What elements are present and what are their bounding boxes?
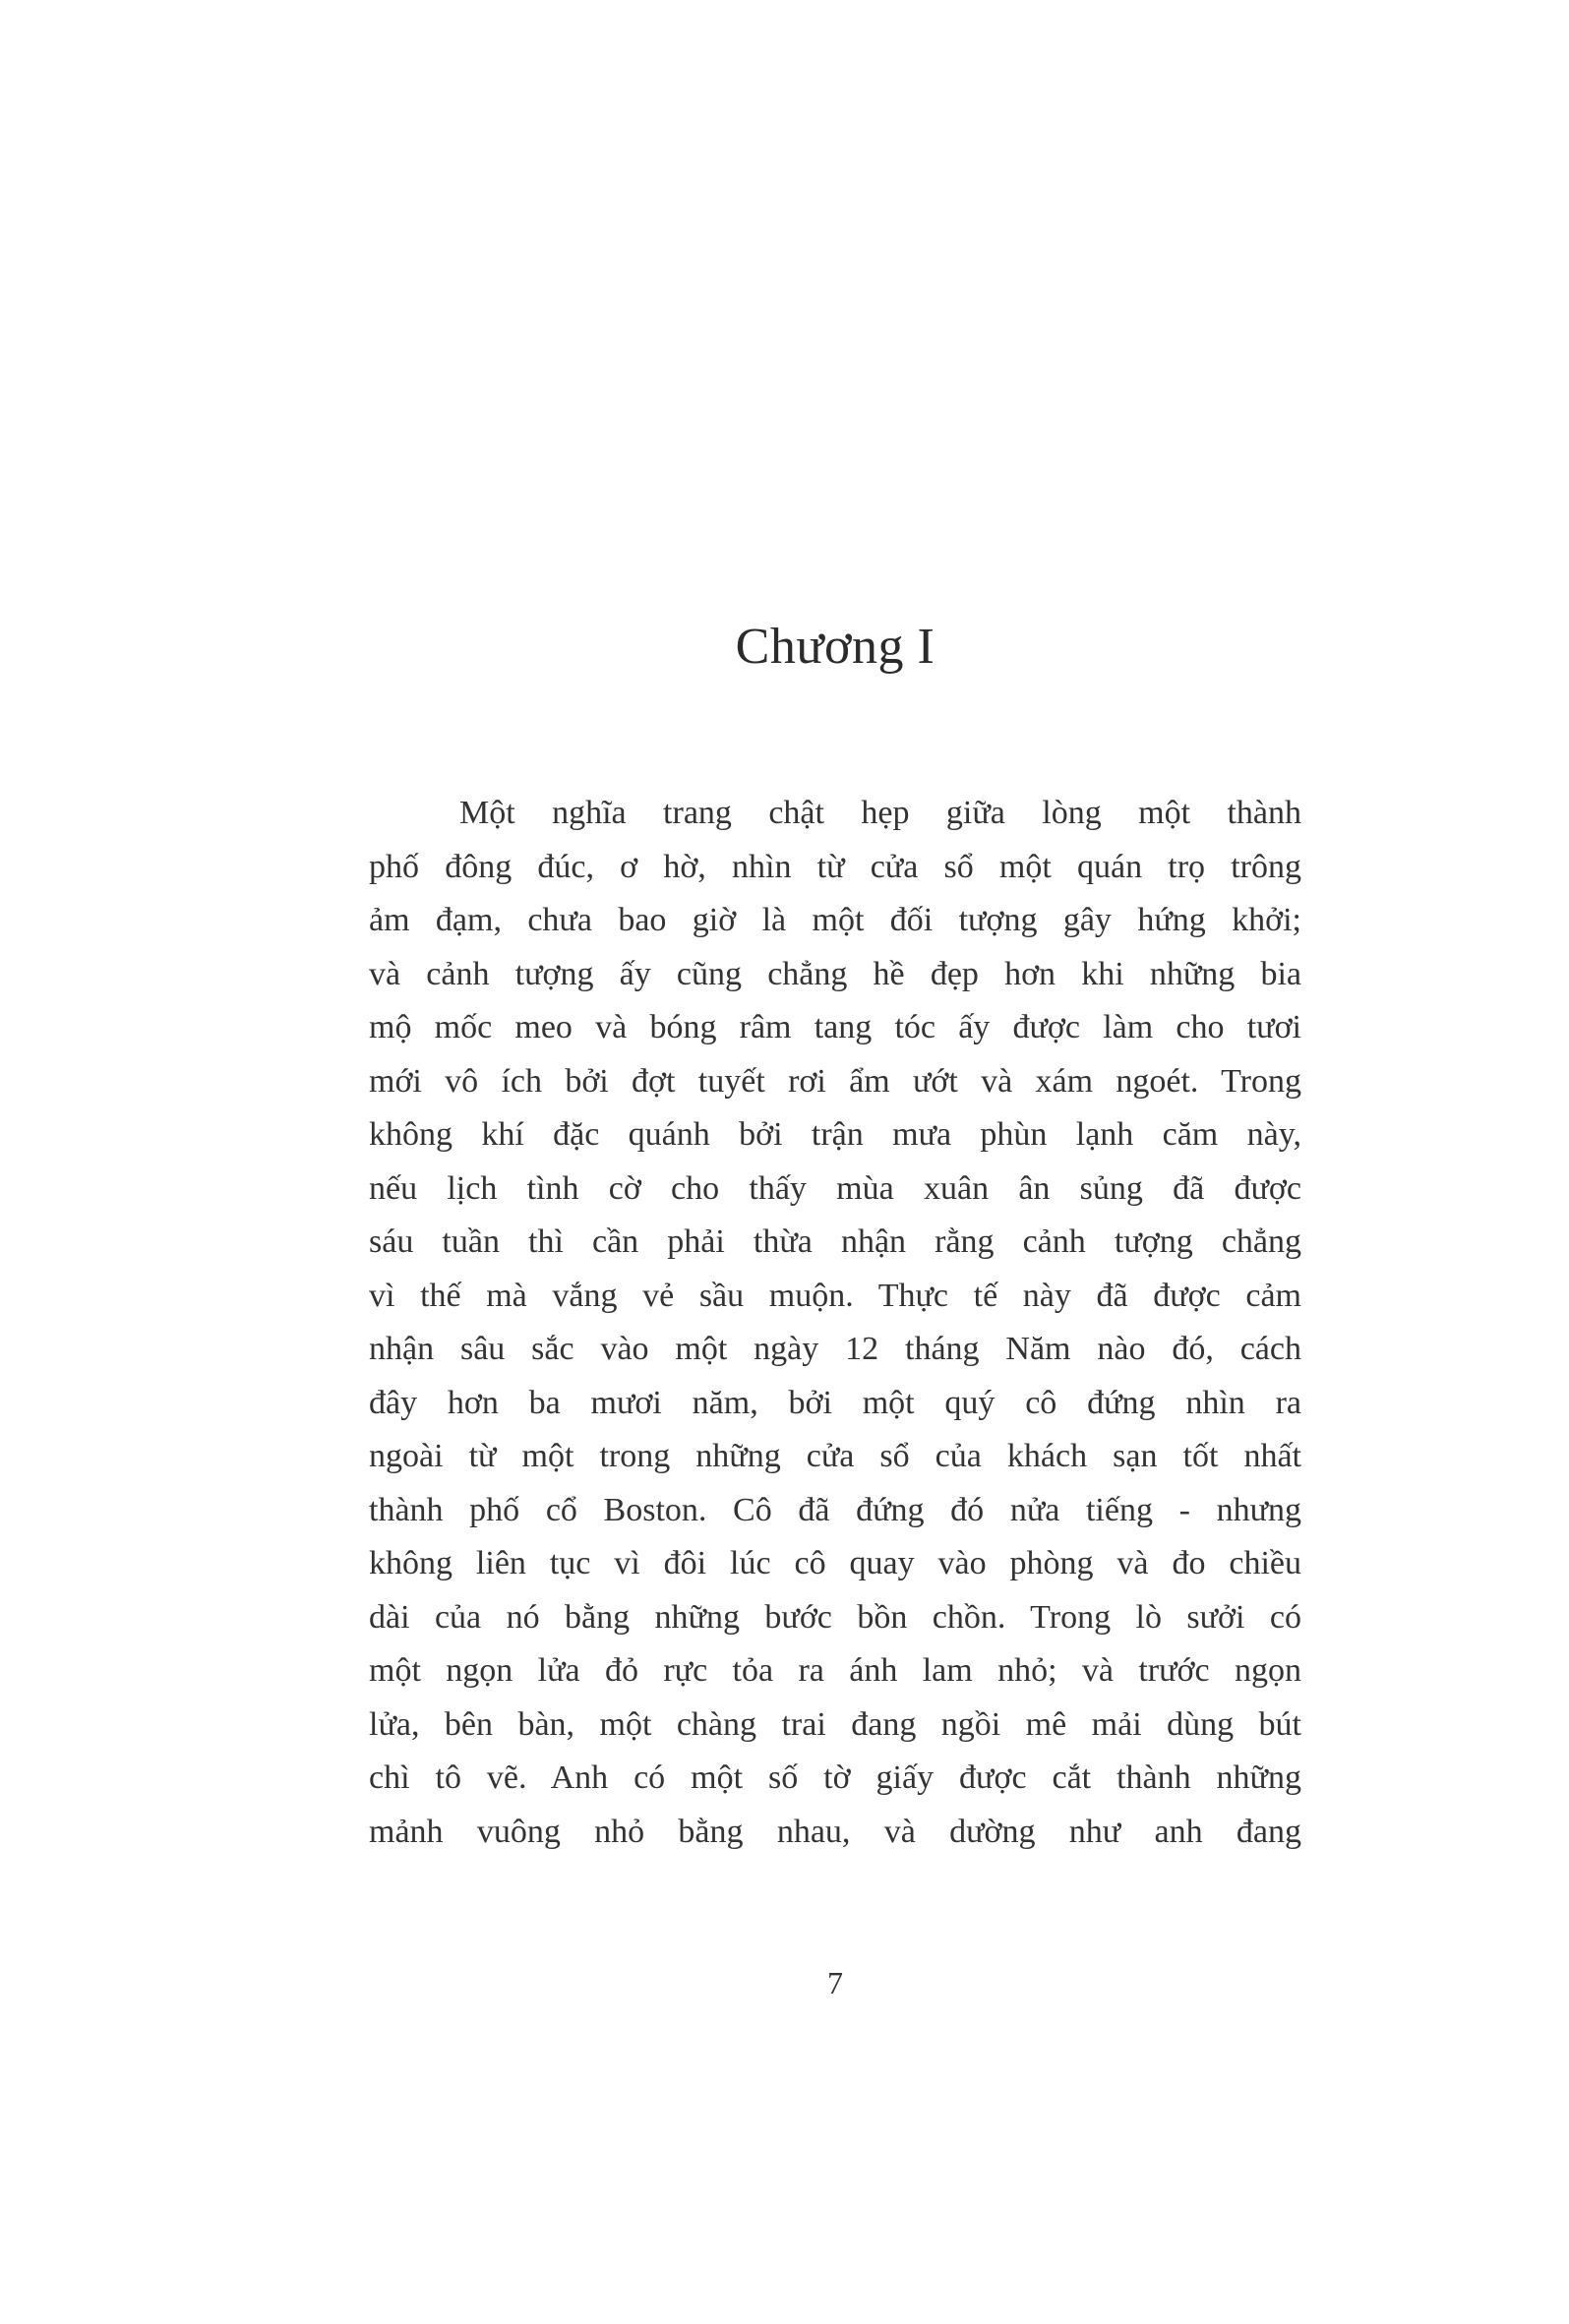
paragraph-line: không liên tục vì đôi lúc cô quay vào phòng và đo chiều	[369, 1545, 1301, 1581]
paragraph-line: không khí đặc quánh bởi trận mưa phùn lạnh căm này,	[369, 1116, 1301, 1153]
paragraph-line: lửa, bên bàn, một chàng trai đang ngồi mê mải dùng bút	[369, 1705, 1301, 1743]
body-paragraph	[369, 787, 1301, 1859]
book-page	[369, 0, 1301, 2324]
paragraph-line: mới vô ích bởi đợt tuyết rơi ẩm ướt và xám ngoét. Trong	[369, 1062, 1301, 1100]
paragraph-line: nếu lịch tình cờ cho thấy mùa xuân ân sủng đã được	[369, 1169, 1301, 1207]
paragraph-line: thành phố cổ Boston. Cô đã đứng đó nửa tiếng - nhưng	[369, 1491, 1301, 1528]
paragraph-line: mộ mốc meo và bóng râm tang tóc ấy được làm cho tươi	[369, 1009, 1301, 1045]
paragraph-line: một ngọn lửa đỏ rực tỏa ra ánh lam nhỏ; và trước ngọn	[369, 1652, 1301, 1689]
paragraph-line: mảnh vuông nhỏ bằng nhau, và dường như anh đang	[369, 1813, 1301, 1850]
page-number: 7	[827, 1965, 843, 2000]
paragraph-line: vì thế mà vắng vẻ sầu muộn. Thực tế này đã được cảm	[369, 1277, 1301, 1314]
chapter-title: Chương I	[735, 619, 935, 675]
paragraph-line: và cảnh tượng ấy cũng chẳng hề đẹp hơn khi những bia	[369, 955, 1301, 992]
paragraph-line: phố đông đúc, ơ hờ, nhìn từ cửa sổ một quán trọ trông	[369, 848, 1301, 885]
paragraph-line: Một nghĩa trang chật hẹp giữa lòng một thành	[459, 795, 1301, 831]
paragraph-line: sáu tuần thì cần phải thừa nhận rằng cảnh tượng chẳng	[369, 1223, 1301, 1260]
paragraph-line: chì tô vẽ. Anh có một số tờ giấy được cắt thành những	[369, 1759, 1301, 1796]
paragraph-line: ngoài từ một trong những cửa sổ của khách sạn tốt nhất	[369, 1438, 1301, 1474]
paragraph-line: đây hơn ba mươi năm, bởi một quý cô đứng nhìn ra	[369, 1384, 1301, 1421]
paragraph-line: ảm đạm, chưa bao giờ là một đối tượng gây hứng khởi;	[369, 902, 1301, 938]
paragraph-line: nhận sâu sắc vào một ngày 12 tháng Năm nào đó, cách	[369, 1331, 1301, 1367]
paragraph-line: dài của nó bằng những bước bồn chồn. Trong lò sưởi có	[369, 1598, 1301, 1636]
